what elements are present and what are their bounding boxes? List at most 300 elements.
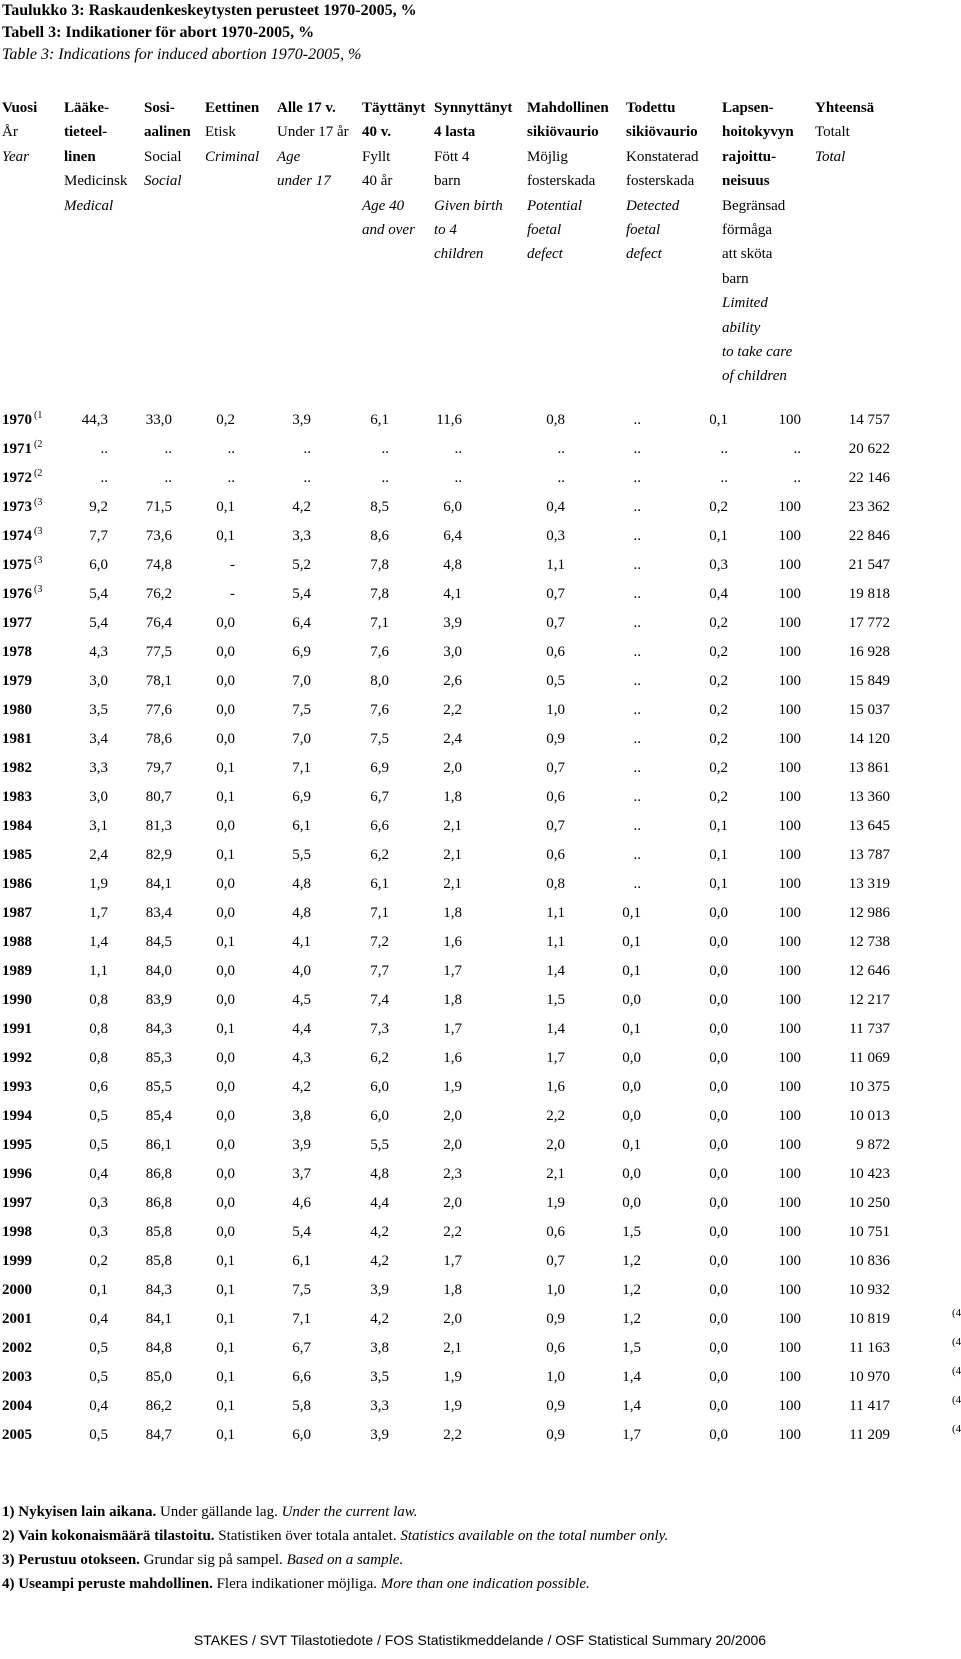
year-cell: 1988 — [2, 934, 32, 950]
total-cell: 13 861 — [848, 760, 890, 776]
total-cell: 10 250 — [848, 1195, 890, 1211]
value-cell: 1,8 — [443, 992, 462, 1008]
year-cell: 2002 — [2, 1340, 32, 1356]
value-cell: 100 — [778, 1369, 801, 1385]
footnote-marker: (3 — [34, 555, 43, 566]
value-cell: 7,8 — [370, 586, 389, 602]
total-cell: 11 737 — [849, 1021, 890, 1037]
value-cell: .. — [164, 470, 172, 486]
total-cell: 9 872 — [856, 1137, 890, 1153]
table-row — [0, 727, 960, 756]
year-cell: 2004 — [2, 1398, 32, 1414]
data-table-body — [0, 408, 960, 1452]
value-cell: 100 — [778, 1137, 801, 1153]
value-cell: 4,6 — [292, 1195, 311, 1211]
header-line: under 17 — [277, 173, 331, 190]
total-cell: 16 928 — [848, 644, 890, 660]
value-cell: 3,5 — [370, 1369, 389, 1385]
footnote-marker: (3 — [34, 584, 43, 595]
value-cell: .. — [633, 847, 641, 863]
table-row — [0, 1075, 960, 1104]
value-cell: 1,7 — [546, 1050, 565, 1066]
value-cell: .. — [381, 441, 389, 457]
value-cell: 0,0 — [709, 1137, 728, 1153]
header-line: Möjlig — [527, 148, 568, 165]
total-cell: 11 417 — [849, 1398, 890, 1414]
value-cell: 0,2 — [709, 615, 728, 631]
value-cell: 1,1 — [89, 963, 108, 979]
title-block — [2, 0, 417, 66]
value-cell: 1,8 — [443, 905, 462, 921]
header-line: Potential — [527, 197, 582, 214]
value-cell: 84,7 — [145, 1427, 172, 1443]
value-cell: 5,4 — [292, 1224, 311, 1240]
year-cell: 1984 — [2, 818, 32, 834]
value-cell: 0,7 — [546, 760, 565, 776]
year-cell: 1996 — [2, 1166, 32, 1182]
year-cell: 1983 — [2, 789, 32, 805]
value-cell: 2,2 — [443, 702, 462, 718]
value-cell: 3,5 — [89, 702, 108, 718]
header-line: sikiövaurio — [626, 124, 698, 141]
value-cell: 1,7 — [443, 1021, 462, 1037]
value-cell: 0,1 — [89, 1282, 108, 1298]
value-cell: 6,1 — [370, 876, 389, 892]
value-cell: 0,1 — [216, 499, 235, 515]
value-cell: 4,8 — [370, 1166, 389, 1182]
value-cell: 7,1 — [292, 1311, 311, 1327]
value-cell: 1,9 — [443, 1398, 462, 1414]
table-row — [0, 553, 960, 582]
value-cell: 0,0 — [216, 702, 235, 718]
total-footnote-marker: (4 — [952, 1307, 961, 1319]
header-line: rajoittu- — [722, 148, 777, 165]
value-cell: 0,5 — [89, 1340, 108, 1356]
footnote-1: 1) Nykyisen lain aikana. Under gällande lag. Under the current law. — [2, 1504, 418, 1520]
value-cell: 2,0 — [443, 1195, 462, 1211]
year-cell: 1990 — [2, 992, 32, 1008]
value-cell: 7,6 — [370, 644, 389, 660]
footnote-marker: (3 — [34, 497, 43, 508]
value-cell: 0,0 — [709, 905, 728, 921]
header-criminal — [205, 96, 259, 169]
value-cell: 4,3 — [292, 1050, 311, 1066]
value-cell: 0,7 — [546, 818, 565, 834]
value-cell: 4,4 — [292, 1021, 311, 1037]
header-line: Under 17 år — [277, 124, 349, 141]
value-cell: .. — [633, 702, 641, 718]
value-cell: 4,5 — [292, 992, 311, 1008]
year-cell: 1971 $^{(2}$ — [2, 439, 43, 457]
value-cell: 100 — [778, 905, 801, 921]
page-footer: STAKES / SVT Tilastotiedote / FOS Statistikmeddelande / OSF Statistical Summary 20/2006 — [193, 1632, 767, 1648]
value-cell: 5,8 — [292, 1398, 311, 1414]
value-cell: 2,1 — [443, 847, 462, 863]
value-cell: 83,9 — [145, 992, 172, 1008]
value-cell: .. — [633, 644, 641, 660]
value-cell: 0,1 — [216, 1369, 235, 1385]
value-cell: 1,8 — [443, 789, 462, 805]
table-row — [0, 1162, 960, 1191]
header-line: aalinen — [144, 124, 191, 141]
footnotes — [2, 1500, 668, 1596]
value-cell: 8,5 — [370, 499, 389, 515]
year-cell: 1977 — [2, 615, 32, 631]
total-cell: 12 217 — [848, 992, 890, 1008]
value-cell: 100 — [778, 760, 801, 776]
value-cell: 0,8 — [89, 1021, 108, 1037]
value-cell: 0,2 — [709, 760, 728, 776]
value-cell: 0,3 — [546, 528, 565, 544]
value-cell: 0,0 — [709, 1398, 728, 1414]
value-cell: 5,5 — [370, 1137, 389, 1153]
value-cell: 100 — [778, 1398, 801, 1414]
total-footnote-marker: (4 — [952, 1336, 961, 1348]
header-line: Year — [2, 148, 29, 165]
header-line: fosterskada — [626, 173, 695, 190]
value-cell: 1,1 — [546, 905, 565, 921]
header-line: Synnyttänyt — [434, 100, 513, 116]
value-cell: 0,0 — [709, 934, 728, 950]
value-cell: 0,0 — [216, 876, 235, 892]
value-cell: 0,2 — [709, 789, 728, 805]
value-cell: 71,5 — [145, 499, 172, 515]
value-cell: 6,4 — [292, 615, 311, 631]
value-cell: 0,6 — [546, 1224, 565, 1240]
value-cell: 0,1 — [622, 1021, 641, 1037]
value-cell: 100 — [778, 1311, 801, 1327]
header-age-under-17 — [277, 96, 349, 194]
table-row — [0, 1423, 960, 1452]
value-cell: 85,0 — [145, 1369, 172, 1385]
table-row — [0, 843, 960, 872]
value-cell: 0,2 — [709, 673, 728, 689]
header-line: neisuus — [722, 173, 770, 190]
header-line: förmåga — [722, 221, 772, 238]
value-cell: 0,0 — [622, 1108, 641, 1124]
value-cell: 1,4 — [622, 1398, 641, 1414]
header-potential-defect — [527, 96, 609, 267]
value-cell: 2,0 — [443, 760, 462, 776]
value-cell: 6,0 — [370, 1108, 389, 1124]
year-cell: 1989 — [2, 963, 32, 979]
value-cell: 44,3 — [81, 412, 108, 428]
header-line: Given birth — [434, 197, 503, 214]
value-cell: 2,6 — [443, 673, 462, 689]
value-cell: 0,0 — [216, 731, 235, 747]
value-cell: 6,2 — [370, 1050, 389, 1066]
year-cell: 1972 $^{(2}$ — [2, 468, 43, 486]
value-cell: 0,0 — [622, 992, 641, 1008]
value-cell: 1,2 — [622, 1253, 641, 1269]
value-cell: .. — [633, 760, 641, 776]
table-row — [0, 1394, 960, 1423]
header-line: Etisk — [205, 124, 236, 141]
value-cell: 0,4 — [89, 1398, 108, 1414]
value-cell: 84,8 — [145, 1340, 172, 1356]
value-cell: 0,1 — [216, 847, 235, 863]
value-cell: 0,3 — [709, 557, 728, 573]
value-cell: 6,2 — [370, 847, 389, 863]
value-cell: 82,9 — [145, 847, 172, 863]
value-cell: 85,8 — [145, 1253, 172, 1269]
value-cell: 0,3 — [89, 1224, 108, 1240]
value-cell: 6,9 — [292, 789, 311, 805]
year-cell: 1994 — [2, 1108, 32, 1124]
value-cell: 6,1 — [370, 412, 389, 428]
value-cell: 1,6 — [443, 934, 462, 950]
value-cell: 0,6 — [546, 1340, 565, 1356]
value-cell: - — [230, 557, 235, 573]
table-row — [0, 466, 960, 495]
value-cell: 1,5 — [622, 1340, 641, 1356]
value-cell: 0,1 — [216, 1282, 235, 1298]
table-row — [0, 1278, 960, 1307]
value-cell: 3,9 — [292, 1137, 311, 1153]
value-cell: 7,0 — [292, 731, 311, 747]
value-cell: 84,3 — [145, 1021, 172, 1037]
value-cell: 0,0 — [709, 1195, 728, 1211]
value-cell: 0,5 — [89, 1427, 108, 1443]
value-cell: 0,0 — [216, 1108, 235, 1124]
total-cell: 10 375 — [848, 1079, 890, 1095]
value-cell: 2,1 — [443, 818, 462, 834]
value-cell: 2,0 — [443, 1108, 462, 1124]
value-cell: 84,5 — [145, 934, 172, 950]
value-cell: 1,9 — [89, 876, 108, 892]
header-line: Alle 17 v. — [277, 100, 336, 116]
value-cell: .. — [227, 470, 235, 486]
value-cell: 6,6 — [370, 818, 389, 834]
value-cell: 2,2 — [443, 1427, 462, 1443]
value-cell: .. — [381, 470, 389, 486]
value-cell: 0,0 — [216, 1166, 235, 1182]
table-row — [0, 901, 960, 930]
header-line: and over — [362, 221, 415, 238]
header-line: defect — [527, 246, 563, 263]
value-cell: 78,1 — [145, 673, 172, 689]
value-cell: 100 — [778, 1021, 801, 1037]
table-row — [0, 1336, 960, 1365]
total-cell: 11 163 — [849, 1340, 890, 1356]
value-cell: 6,6 — [292, 1369, 311, 1385]
value-cell: .. — [164, 441, 172, 457]
value-cell: 4,2 — [292, 499, 311, 515]
value-cell: 2,4 — [443, 731, 462, 747]
value-cell: 0,0 — [709, 1050, 728, 1066]
header-given-birth — [434, 96, 512, 267]
value-cell: .. — [303, 470, 311, 486]
table-row — [0, 1365, 960, 1394]
year-cell: 1978 — [2, 644, 32, 660]
value-cell: 0,1 — [216, 1253, 235, 1269]
value-cell: 0,0 — [216, 1079, 235, 1095]
value-cell: 86,1 — [145, 1137, 172, 1153]
value-cell: 100 — [778, 1166, 801, 1182]
year-cell: 1982 — [2, 760, 32, 776]
value-cell: 0,2 — [709, 702, 728, 718]
value-cell: .. — [633, 412, 641, 428]
value-cell: 1,8 — [443, 1282, 462, 1298]
value-cell: 0,1 — [216, 789, 235, 805]
value-cell: 2,3 — [443, 1166, 462, 1182]
total-cell: 11 209 — [849, 1427, 890, 1443]
header-line: År — [2, 124, 18, 141]
value-cell: 0,0 — [216, 673, 235, 689]
footnote-marker: (2 — [34, 468, 43, 479]
value-cell: 86,8 — [145, 1195, 172, 1211]
value-cell: 76,2 — [145, 586, 172, 602]
total-footnote-marker: (4 — [952, 1394, 961, 1406]
value-cell: 0,8 — [89, 1050, 108, 1066]
value-cell: 81,3 — [145, 818, 172, 834]
value-cell: 4,0 — [292, 963, 311, 979]
value-cell: 1,4 — [622, 1369, 641, 1385]
value-cell: 100 — [778, 644, 801, 660]
value-cell: 6,1 — [292, 818, 311, 834]
value-cell: 1,2 — [622, 1311, 641, 1327]
value-cell: 3,8 — [292, 1108, 311, 1124]
value-cell: 6,1 — [292, 1253, 311, 1269]
value-cell: 3,0 — [89, 673, 108, 689]
header-age-40-over — [362, 96, 425, 242]
value-cell: 0,0 — [709, 1340, 728, 1356]
header-line: Todettu — [626, 100, 676, 116]
value-cell: 3,9 — [370, 1427, 389, 1443]
value-cell: 4,8 — [292, 905, 311, 921]
value-cell: 4,2 — [292, 1079, 311, 1095]
header-line: Täyttänyt — [362, 100, 426, 116]
value-cell: 0,1 — [216, 1311, 235, 1327]
header-line: ability — [722, 319, 761, 336]
value-cell: 1,4 — [546, 963, 565, 979]
value-cell: 4,3 — [89, 644, 108, 660]
value-cell: 4,2 — [370, 1224, 389, 1240]
value-cell: 84,1 — [145, 1311, 172, 1327]
year-cell: 1974 $^{(3}$ — [2, 526, 43, 544]
year-cell: 2001 — [2, 1311, 32, 1327]
header-line: sikiövaurio — [527, 124, 599, 141]
value-cell: 0,0 — [216, 992, 235, 1008]
year-cell: 1986 — [2, 876, 32, 892]
value-cell: 79,7 — [145, 760, 172, 776]
total-cell: 12 986 — [848, 905, 890, 921]
value-cell: 4,8 — [443, 557, 462, 573]
value-cell: 0,0 — [709, 1079, 728, 1095]
footnote-marker: (2 — [34, 439, 43, 450]
value-cell: 3,9 — [370, 1282, 389, 1298]
value-cell: .. — [633, 615, 641, 631]
value-cell: 100 — [778, 731, 801, 747]
value-cell: 85,8 — [145, 1224, 172, 1240]
header-line: Konstaterad — [626, 148, 699, 165]
year-cell: 1973 $^{(3}$ — [2, 497, 43, 515]
header-line: barn — [722, 270, 749, 287]
value-cell: 3,3 — [89, 760, 108, 776]
value-cell: 5,5 — [292, 847, 311, 863]
value-cell: 0,8 — [546, 412, 565, 428]
header-line: Sosi- — [144, 100, 175, 116]
value-cell: 0,5 — [89, 1108, 108, 1124]
value-cell: 1,7 — [443, 963, 462, 979]
value-cell: 0,0 — [709, 1369, 728, 1385]
value-cell: 7,5 — [292, 1282, 311, 1298]
value-cell: 6,9 — [292, 644, 311, 660]
header-line: foetal — [626, 221, 661, 238]
value-cell: 1,5 — [622, 1224, 641, 1240]
value-cell: 6,0 — [370, 1079, 389, 1095]
value-cell: 0,8 — [89, 992, 108, 1008]
value-cell: 1,4 — [89, 934, 108, 950]
value-cell: 1,6 — [443, 1050, 462, 1066]
value-cell: 77,5 — [145, 644, 172, 660]
value-cell: 6,0 — [89, 557, 108, 573]
value-cell: .. — [303, 441, 311, 457]
total-cell: 10 819 — [848, 1311, 890, 1327]
value-cell: 77,6 — [145, 702, 172, 718]
value-cell: .. — [633, 586, 641, 602]
value-cell: 0,2 — [709, 644, 728, 660]
total-cell: 12 738 — [848, 934, 890, 950]
header-social — [144, 96, 191, 194]
value-cell: 100 — [778, 963, 801, 979]
value-cell: 3,9 — [292, 412, 311, 428]
value-cell: 0,1 — [216, 760, 235, 776]
value-cell: 0,0 — [709, 1224, 728, 1240]
value-cell: 100 — [778, 528, 801, 544]
table-row — [0, 1249, 960, 1278]
value-cell: .. — [633, 731, 641, 747]
value-cell: 2,1 — [443, 1340, 462, 1356]
total-cell: 14 757 — [848, 412, 890, 428]
header-line: Lapsen- — [722, 100, 774, 116]
value-cell: 5,4 — [292, 586, 311, 602]
value-cell: 0,9 — [546, 731, 565, 747]
value-cell: 1,2 — [622, 1282, 641, 1298]
value-cell: 0,1 — [216, 1021, 235, 1037]
value-cell: 4,4 — [370, 1195, 389, 1211]
header-line: 4 lasta — [434, 124, 476, 141]
year-cell: 1970 $^{(1}$ — [2, 410, 43, 428]
year-cell: 1993 — [2, 1079, 32, 1095]
header-line: Social — [144, 173, 182, 190]
table-row — [0, 988, 960, 1017]
value-cell: 0,1 — [216, 1340, 235, 1356]
value-cell: .. — [633, 789, 641, 805]
value-cell: 7,3 — [370, 1021, 389, 1037]
value-cell: .. — [720, 470, 728, 486]
total-cell: 10 932 — [848, 1282, 890, 1298]
title-finnish: Taulukko 3: Raskaudenkeskeytysten perusteet 1970-2005, % — [2, 2, 417, 19]
value-cell: 0,0 — [709, 1311, 728, 1327]
value-cell: 5,4 — [89, 586, 108, 602]
value-cell: 0,0 — [709, 1108, 728, 1124]
value-cell: 1,6 — [546, 1079, 565, 1095]
value-cell: 74,8 — [145, 557, 172, 573]
value-cell: 100 — [778, 1282, 801, 1298]
value-cell: .. — [454, 470, 462, 486]
value-cell: 100 — [778, 1340, 801, 1356]
value-cell: 0,1 — [622, 963, 641, 979]
value-cell: 0,0 — [216, 1050, 235, 1066]
value-cell: 85,3 — [145, 1050, 172, 1066]
value-cell: 1,7 — [89, 905, 108, 921]
header-line: children — [434, 246, 484, 263]
table-row — [0, 872, 960, 901]
table-row — [0, 524, 960, 553]
value-cell: 84,3 — [145, 1282, 172, 1298]
total-cell: 13 319 — [848, 876, 890, 892]
